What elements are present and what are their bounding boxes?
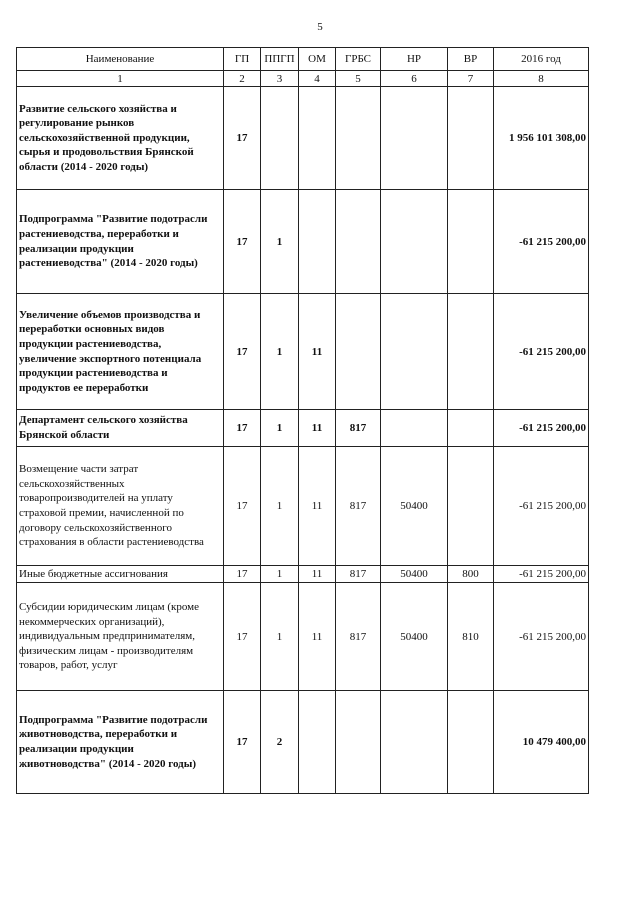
cell-amount: -61 215 200,00: [494, 294, 589, 410]
cell-om: 11: [299, 566, 336, 583]
column-number: 4: [299, 71, 336, 87]
header-year: 2016 год: [494, 48, 589, 71]
cell-nr: [381, 691, 448, 794]
cell-ppgp: 1: [261, 566, 299, 583]
header-ppgp: ППГП: [261, 48, 299, 71]
budget-table: [16, 47, 589, 794]
cell-grbs: [336, 691, 381, 794]
header-vr: ВР: [448, 48, 494, 71]
cell-gp: 17: [224, 447, 261, 566]
cell-nr: 50400: [381, 583, 448, 691]
header-row: [17, 48, 589, 71]
table-row: [17, 691, 589, 794]
cell-grbs: 817: [336, 583, 381, 691]
column-number: 5: [336, 71, 381, 87]
cell-amount: -61 215 200,00: [494, 583, 589, 691]
cell-amount: 1 956 101 308,00: [494, 87, 589, 190]
cell-ppgp: 1: [261, 410, 299, 447]
cell-vr: 810: [448, 583, 494, 691]
cell-nr: [381, 294, 448, 410]
cell-amount: -61 215 200,00: [494, 410, 589, 447]
cell-grbs: 817: [336, 566, 381, 583]
page-number: 5: [317, 21, 323, 33]
cell-ppgp: 2: [261, 691, 299, 794]
cell-nr: 50400: [381, 447, 448, 566]
column-number: 6: [381, 71, 448, 87]
cell-vr: [448, 294, 494, 410]
cell-ppgp: [261, 87, 299, 190]
cell-ppgp: 1: [261, 583, 299, 691]
table-row: [17, 190, 589, 294]
cell-ppgp: 1: [261, 190, 299, 294]
row-name: Субсидии юридическим лицам (кроме некоммерческих организаций), индивидуальным предпринимателям, физическим лицам - производителям товаров, работ, услуг: [17, 583, 224, 691]
cell-om: [299, 87, 336, 190]
column-number: 8: [494, 71, 589, 87]
cell-amount: -61 215 200,00: [494, 190, 589, 294]
table-row: [17, 447, 589, 566]
header-nr: НР: [381, 48, 448, 71]
row-name: Развитие сельского хозяйства и регулирование рынков сельскохозяйственной продукции, сырья и продовольствия Брянской области (2014 - 2020 годы): [17, 87, 224, 190]
cell-om: 11: [299, 410, 336, 447]
cell-gp: 17: [224, 87, 261, 190]
cell-grbs: [336, 294, 381, 410]
cell-amount: 10 479 400,00: [494, 691, 589, 794]
cell-gp: 17: [224, 294, 261, 410]
cell-vr: [448, 447, 494, 566]
header-gp: ГП: [224, 48, 261, 71]
cell-ppgp: 1: [261, 447, 299, 566]
row-name: Иные бюджетные ассигнования: [17, 566, 224, 583]
cell-gp: 17: [224, 410, 261, 447]
cell-om: 11: [299, 583, 336, 691]
cell-om: 11: [299, 447, 336, 566]
cell-gp: 17: [224, 583, 261, 691]
cell-nr: [381, 190, 448, 294]
cell-vr: [448, 87, 494, 190]
row-name: Возмещение части затрат сельскохозяйственных товаропроизводителей на уплату страховой премии, начисленной по договору сельскохозяйственного страхования в области растениеводства: [17, 447, 224, 566]
cell-gp: 17: [224, 691, 261, 794]
cell-om: [299, 691, 336, 794]
cell-nr: [381, 410, 448, 447]
cell-gp: 17: [224, 190, 261, 294]
cell-vr: [448, 691, 494, 794]
cell-grbs: [336, 87, 381, 190]
table-row: [17, 87, 589, 190]
header-om: ОМ: [299, 48, 336, 71]
cell-om: 11: [299, 294, 336, 410]
cell-gp: 17: [224, 566, 261, 583]
column-number: 7: [448, 71, 494, 87]
cell-vr: [448, 190, 494, 294]
header-grbs: ГРБС: [336, 48, 381, 71]
cell-vr: 800: [448, 566, 494, 583]
header-name: Наименование: [17, 48, 224, 71]
cell-ppgp: 1: [261, 294, 299, 410]
cell-om: [299, 190, 336, 294]
table-row: [17, 566, 589, 583]
column-number: 2: [224, 71, 261, 87]
row-name: Подпрограмма "Развитие подотрасли растениеводства, переработки и реализации продукции растениеводства" (2014 - 2020 годы): [17, 190, 224, 294]
cell-grbs: [336, 190, 381, 294]
table-row: [17, 583, 589, 691]
table-row: [17, 410, 589, 447]
cell-grbs: 817: [336, 447, 381, 566]
table-row: [17, 294, 589, 410]
cell-amount: -61 215 200,00: [494, 566, 589, 583]
row-name: Департамент сельского хозяйства Брянской области: [17, 410, 224, 447]
column-number-row: [17, 71, 589, 87]
row-name: Подпрограмма "Развитие подотрасли животноводства, переработки и реализации продукции животноводства" (2014 - 2020 годы): [17, 691, 224, 794]
column-number: 1: [17, 71, 224, 87]
cell-nr: [381, 87, 448, 190]
cell-nr: 50400: [381, 566, 448, 583]
row-name: Увеличение объемов производства и переработки основных видов продукции растениеводства, увеличение экспортного потенциала продукции растениеводства и продуктов ее переработки: [17, 294, 224, 410]
cell-grbs: 817: [336, 410, 381, 447]
cell-amount: -61 215 200,00: [494, 447, 589, 566]
column-number: 3: [261, 71, 299, 87]
cell-vr: [448, 410, 494, 447]
